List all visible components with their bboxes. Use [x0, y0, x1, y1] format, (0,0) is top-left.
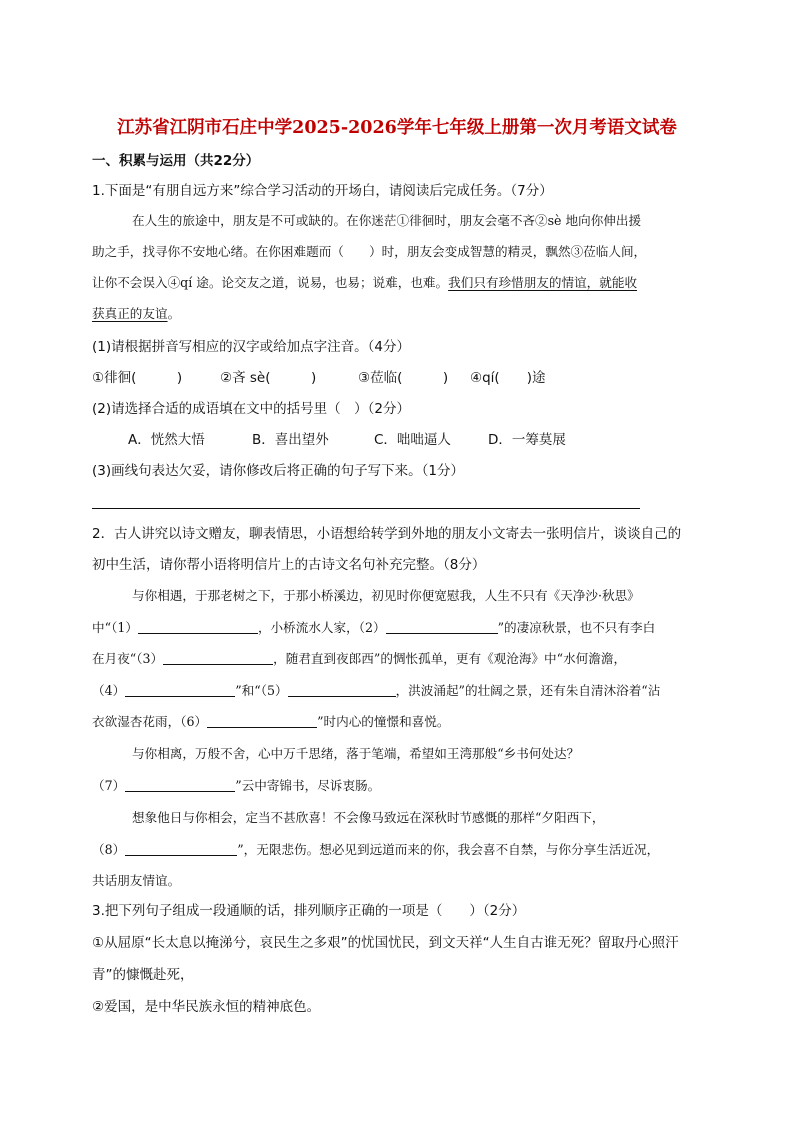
q2-text: ，小桥流水人家，（2）: [257, 620, 386, 635]
blank-1-label: 中“（1）: [92, 620, 138, 635]
blank-8[interactable]: [125, 841, 237, 856]
blank-1[interactable]: [138, 619, 258, 634]
q1-passage-line-4: [92, 305, 180, 323]
q1-underlined-sentence-end: 获真正的友谊: [92, 306, 168, 321]
question-1-stem: 1.下面是“有朋自远方来”综合学习活动的开场白，请阅读后完成任务。（7分）: [92, 183, 553, 199]
q1-sub1: (1)请根据拼音写相应的汉字或给加点字注音。（4分）: [92, 339, 410, 355]
blank-8-label: （8）: [92, 842, 126, 857]
blank-6[interactable]: [207, 713, 317, 728]
q2-text: ”，无限悲伤。想必见到远道而来的你，我会喜不自禁，与你分享生活近况，: [237, 842, 660, 857]
q2-p2-line-2: [92, 777, 380, 795]
blank-5[interactable]: [288, 682, 396, 697]
q1-passage-text: 让你不会误入④qí 途。论交友之道，说易，也易；说难，也难。: [92, 275, 449, 290]
q1-item-4: ④qí( )途: [470, 370, 546, 386]
q1-passage-line-1: 在人生的旅途中，朋友是不可或缺的。在你迷茫①徘徊时，朋友会毫不吝②sè 地向你伸出援: [132, 213, 642, 228]
blank-3[interactable]: [163, 650, 273, 665]
q1-sub3: (3)画线句表达欠妥，请你修改后将正确的句子写下来。（1分）: [92, 463, 464, 479]
section-heading: 一、积累与运用（共22分）: [92, 153, 260, 169]
q2-text: 衣欲湿杏花雨，（6）: [92, 714, 208, 729]
q2-p1-line-2: [92, 619, 655, 637]
q2-text: ”云中寄锦书，尽诉衷肠。: [235, 778, 381, 793]
question-2-stem-line-1: 2．古人讲究以诗文赠友，聊表情思，小语想给转学到外地的朋友小文寄去一张明信片，谈谈自己的: [92, 526, 682, 542]
q2-p3-line-3: 共话朋友情谊。: [92, 873, 181, 888]
q1-sub1-items: [92, 369, 545, 387]
q2-text: ，洪波涌起”的壮阔之景，还有朱自清沐浴着“沾: [395, 683, 661, 698]
q1-period: 。: [167, 306, 181, 321]
exam-title: 江苏省江阴市石庄中学2025-2026学年七年级上册第一次月考语文试卷: [117, 118, 677, 138]
option-b: B．喜出望外: [252, 432, 329, 448]
q2-text: ”的凄凉秋景，也不只有李白: [497, 620, 656, 635]
blank-2[interactable]: [386, 619, 498, 634]
answer-line: [92, 508, 640, 509]
option-a: A．恍然大悟: [128, 432, 205, 448]
q1-passage-line-2: 助之手，找寻你不安地心绪。在你困难题而（ ）时，朋友会变成智慧的精灵，飘然③莅临人间，: [92, 244, 647, 259]
option-d: D．一筹莫展: [488, 432, 566, 448]
q1-underlined-sentence-start: 我们只有珍惜朋友的情谊，就能收: [448, 275, 638, 290]
blank-7[interactable]: [125, 777, 235, 792]
q1-sub2: (2)请选择合适的成语填在文中的括号里（ ）（2分）: [92, 401, 410, 417]
blank-4[interactable]: [125, 682, 235, 697]
q2-p1-line-1: 与你相遇，于那老树之下，于那小桥溪边，初见时你便宽慰我，人生不只有《天净沙·秋思》: [132, 588, 640, 603]
q3-sentence-2: ②爱国，是中华民族永恒的精神底色。: [92, 999, 321, 1015]
q1-item-2: ②吝 sè( ): [220, 370, 317, 386]
q3-sentence-1-line-2: 青”的慷慨赴死，: [92, 967, 194, 983]
blank-3-label: 在月夜“（3）: [92, 651, 164, 666]
q1-item-3: ③莅临( ): [358, 370, 449, 386]
question-3-stem: 3.把下列句子组成一段通顺的话，排列顺序正确的一项是（ ）（2分）: [92, 903, 526, 919]
q1-sub2-options: [128, 431, 566, 449]
q3-sentence-1-line-1: ①从屈原“长太息以掩涕兮，哀民生之多艰”的忧国忧民，到文天祥“人生自古谁无死？留取丹心照汗: [92, 935, 679, 951]
q2-text: ”和“（5）: [235, 683, 288, 698]
q2-text: ”时内心的憧憬和喜悦。: [317, 714, 450, 729]
option-c: C．咄咄逼人: [374, 432, 451, 448]
q2-p2-line-1: 与你相离，万般不舍，心中万千思绪，落于笔端，希望如王湾那般“乡书何处达？: [132, 746, 580, 761]
q2-p1-line-4: [92, 682, 660, 700]
q1-passage-line-3: [92, 274, 637, 292]
blank-4-label: （4）: [92, 683, 126, 698]
q2-text: ，随君直到夜郎西”的惆怅孤单，更有《观沧海》中“水何澹澹，: [273, 651, 627, 666]
question-2-stem-line-2: 初中生活，请你帮小语将明信片上的古诗文名句补充完整。（8分）: [92, 557, 486, 573]
q2-p1-line-5: [92, 713, 449, 731]
q2-p3-line-1: 想象他日与你相会，定当不甚欣喜！不会像马致远在深秋时节感慨的那样“夕阳西下，: [132, 810, 605, 825]
q2-p1-line-3: [92, 650, 626, 668]
q1-item-1: ①徘徊( ): [92, 370, 183, 386]
blank-7-label: （7）: [92, 778, 126, 793]
q2-p3-line-2: [92, 841, 659, 859]
